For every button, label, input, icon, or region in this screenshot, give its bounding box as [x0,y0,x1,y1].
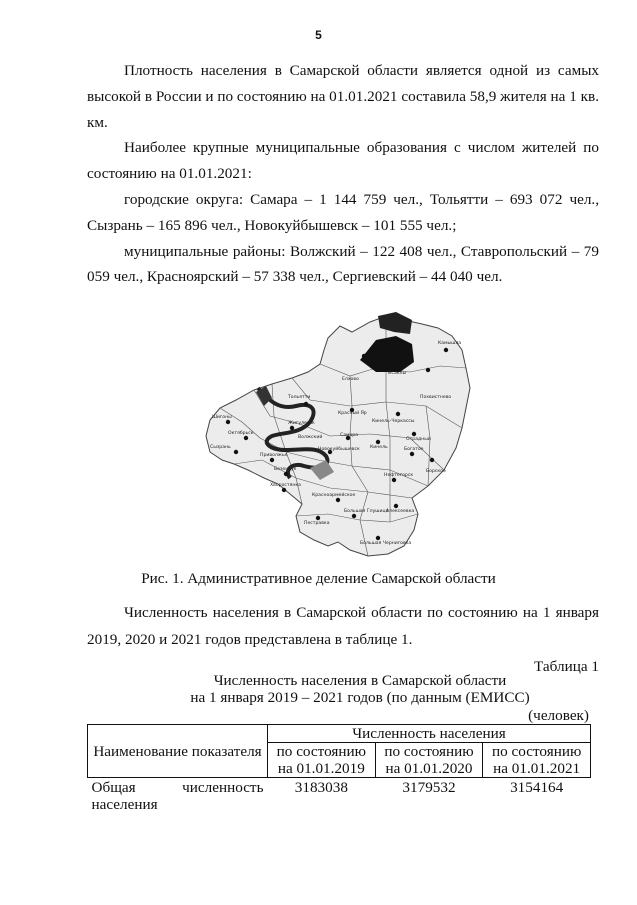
table-row [88,778,591,814]
header-date-2020 [375,743,483,778]
map-label: Богатое [404,447,424,452]
map-label: Жигулевск [288,421,315,426]
table-title-line: Численность населения в Самарской области [213,672,507,689]
region-map-graphic [200,310,472,566]
header-date-2019 [268,743,376,778]
value-cell-2020: 3179532 [402,779,456,796]
table-title-line: на 1 января 2019 – 2021 годов (по данным (ЕМИСС) [190,689,530,706]
map-label: Шигоны [212,415,232,420]
map-label: Кинель [370,445,388,450]
map-label: Кинель-Черкассы [372,419,415,424]
map-label: Приволжье [260,453,288,458]
map-label: Волжский [298,435,323,440]
map-label: Похвистнево [420,395,452,400]
indicator-name-part: численность [182,779,264,796]
header-indicator-name: Наименование показателя [88,725,268,778]
table-unit: (человек) [528,707,589,724]
map-label: Нефтегорск [384,473,414,478]
map-label: Отрадный [406,437,431,442]
paragraph-city-districts: городские округа: Самара – 1 144 759 чел., Тольятти – 693 072 чел., Сызрань – 165 896 чел., Новокуйбышевск – 101 555 чел.; [87,190,599,234]
map-label: Самара [340,433,359,438]
map-label: Безенчук [274,467,297,472]
map-label: Красноармейское [312,493,356,498]
header-line: на 01.01.2020 [385,760,473,777]
map-label: Тольятти [288,395,311,400]
map-label: Борское [426,469,446,474]
paragraph-density: Плотность населения в Самарской области является одной из самых высокой в России и по состоянию на 01.01.2021 составила 58,9 жителя на 1 кв. км. [87,62,599,131]
map-label: Хворостянка [270,483,301,488]
paragraph-municipalities: Наиболее крупные муниципальные образования с числом жителей по состоянию на 01.01.2021: [87,139,599,183]
header-line: по состоянию [384,743,474,760]
page-number: 5 [315,28,322,42]
header-line: на 01.01.2021 [493,760,581,777]
map-label: Алексеевка [386,509,415,514]
table-intro [87,600,599,653]
header-line: по состоянию [276,743,366,760]
figure-caption: Рис. 1. Административное деление Самарской области [141,570,496,587]
population-table [87,724,591,813]
header-line: на 01.01.2019 [277,760,365,777]
body-text [87,58,599,290]
map-label: Октябрьск [228,431,254,436]
paragraph-municipal-districts: муниципальные районы: Волжский – 122 408 чел., Ставропольский – 79 059 чел., Красноярский – 57 338 чел., Сергиевский – 44 040 чел. [87,242,599,286]
map-label: Большая Глушица [344,509,389,514]
value-cell-2021: 3154164 [510,779,564,796]
header-line: по состоянию [492,743,582,760]
map-label: Камышла [438,341,462,346]
header-population-group: Численность населения [268,725,591,743]
map-label: Елхово [342,377,359,382]
table-title [140,672,580,706]
indicator-name-cell [88,778,268,814]
map-label: Исаклы [388,371,407,376]
region-map [200,310,472,566]
intro-paragraph: Численность населения в Самарской области по состоянию на 1 января 2019, 2020 и 2021 годов представлена в таблице 1. [87,604,599,648]
map-label: Новокуйбышевск [318,447,360,452]
value-cell-2019: 3183038 [294,779,348,796]
indicator-name-part: населения [91,796,158,813]
map-label: Пестравка [304,521,330,526]
table-label: Таблица 1 [534,658,599,675]
map-label: Большая Черниговка [360,541,412,546]
header-date-2021 [483,743,591,778]
map-label: Красный Яр [338,411,367,416]
map-label: Сызрань [210,445,231,450]
indicator-name-part: Общая [91,779,136,796]
